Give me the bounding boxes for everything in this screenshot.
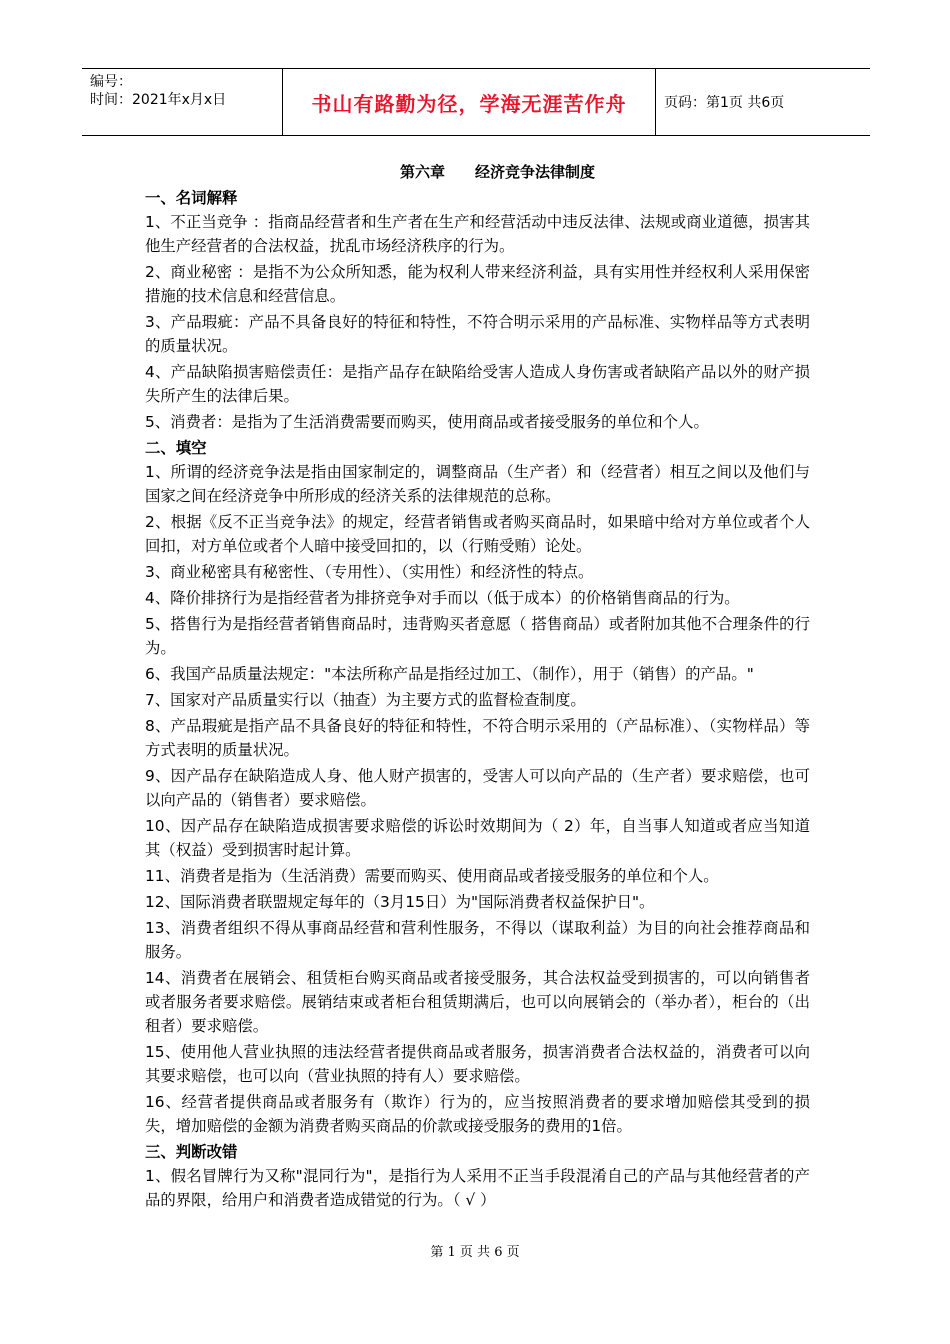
header-meta [82,69,282,135]
section-heading: 一、名词解释 [145,189,238,207]
header-motto: 书山有路勤为径，学海无涯苦作舟 [282,69,656,135]
header-page-code: 页码：第1页 共6页 [664,95,785,111]
list-item: 5、搭售行为是指经营者销售商品时，违背购买者意愿（ 搭售商品）或者附加其他不合理条件的行为。 [145,615,810,657]
list-item: 7、国家对产品质量实行以（抽查）为主要方式的监督检查制度。 [145,691,586,709]
list-item: 12、国际消费者联盟规定每年的（3月15日）为"国际消费者权益保护日"。 [145,893,655,911]
list-item: 3、产品瑕疵：产品不具备良好的特征和特性，不符合明示采用的产品标准、实物样品等方式表明的质量状况。 [145,313,810,355]
page-header [82,68,870,136]
list-item: 1、所谓的经济竞争法是指由国家制定的，调整商品（生产者）和（经营者）相互之间以及他们与国家之间在经济竞争中所形成的经济关系的法律规范的总称。 [145,463,810,505]
list-item: 2、根据《反不正当竞争法》的规定，经营者销售或者购买商品时，如果暗中给对方单位或者个人回扣，对方单位或者个人暗中接受回扣的，以（行贿受贿）论处。 [145,513,810,555]
list-item: 3、商业秘密具有秘密性、（专用性）、（实用性）和经济性的特点。 [145,563,594,581]
section-heading: 二、填空 [145,439,207,457]
list-item: 1、不正当竞争 ：指商品经营者和生产者在生产和经营活动中违反法律、法规或商业道德，损害其他生产经营者的合法权益，扰乱市场经济秩序的行为。 [145,213,810,255]
list-item: 8、产品瑕疵是指产品不具备良好的特征和特性，不符合明示采用的（产品标准）、（实物样品）等方式表明的质量状况。 [145,717,810,759]
list-item: 16、经营者提供商品或者服务有（欺诈）行为的，应当按照消费者的要求增加赔偿其受到的损失，增加赔偿的金额为消费者购买商品的价款或接受服务的费用的1倍。 [145,1093,810,1135]
section-true-false [145,1140,810,1212]
section-fill-in [145,436,810,1138]
list-item: 4、降价排挤行为是指经营者为排挤竞争对手而以（低于成本）的价格销售商品的行为。 [145,589,740,607]
section-heading: 三、判断改错 [145,1143,238,1161]
list-item: 1、假名冒牌行为又称"混同行为"，是指行为人采用不正当手段混淆自己的产品与其他经营者的产品的界限，给用户和消费者造成错觉的行为。（ √ ） [145,1167,810,1209]
list-item: 10、因产品存在缺陷造成损害要求赔偿的诉讼时效期间为（ 2）年，自当事人知道或者应当知道其（权益）受到损害时起计算。 [145,817,810,859]
list-item: 14、消费者在展销会、租赁柜台购买商品或者接受服务，其合法权益受到损害的，可以向销售者或者服务者要求赔偿。展销结束或者柜台租赁期满后，也可以向展销会的（举办者），柜台的（出租者）要求赔偿。 [145,969,810,1035]
list-item: 13、消费者组织不得从事商品经营和营利性服务，不得以（谋取利益）为目的向社会推荐商品和服务。 [145,919,810,961]
list-item: 5、消费者：是指为了生活消费需要而购买，使用商品或者接受服务的单位和个人。 [145,413,709,431]
section-definitions [145,186,810,434]
page-footer: 第 1 页 共 6 页 [430,1245,520,1260]
time-label: 时间：2021年x月x日 [90,92,227,108]
number-label: 编号： [90,74,132,90]
list-item: 6、我国产品质量法规定："本法所称产品是指经过加工、（制作），用于（销售）的产品。" [145,665,754,683]
list-item: 11、消费者是指为（生活消费）需要而购买、使用商品或者接受服务的单位和个人。 [145,867,719,885]
list-item: 9、因产品存在缺陷造成人身、他人财产损害的，受害人可以向产品的（生产者）要求赔偿，也可以向产品的（销售者）要求赔偿。 [145,767,810,809]
document-body [145,160,810,1214]
list-item: 15、使用他人营业执照的违法经营者提供商品或者服务，损害消费者合法权益的，消费者可以向其要求赔偿，也可以向（营业执照的持有人）要求赔偿。 [145,1043,810,1085]
list-item: 2、商业秘密 ：是指不为公众所知悉，能为权利人带来经济利益，具有实用性并经权利人采用保密措施的技术信息和经营信息。 [145,263,810,305]
list-item: 4、产品缺陷损害赔偿责任：是指产品存在缺陷给受害人造成人身伤害或者缺陷产品以外的财产损失所产生的法律后果。 [145,363,810,405]
chapter-title: 第六章 经济竞争法律制度 [399,163,595,181]
